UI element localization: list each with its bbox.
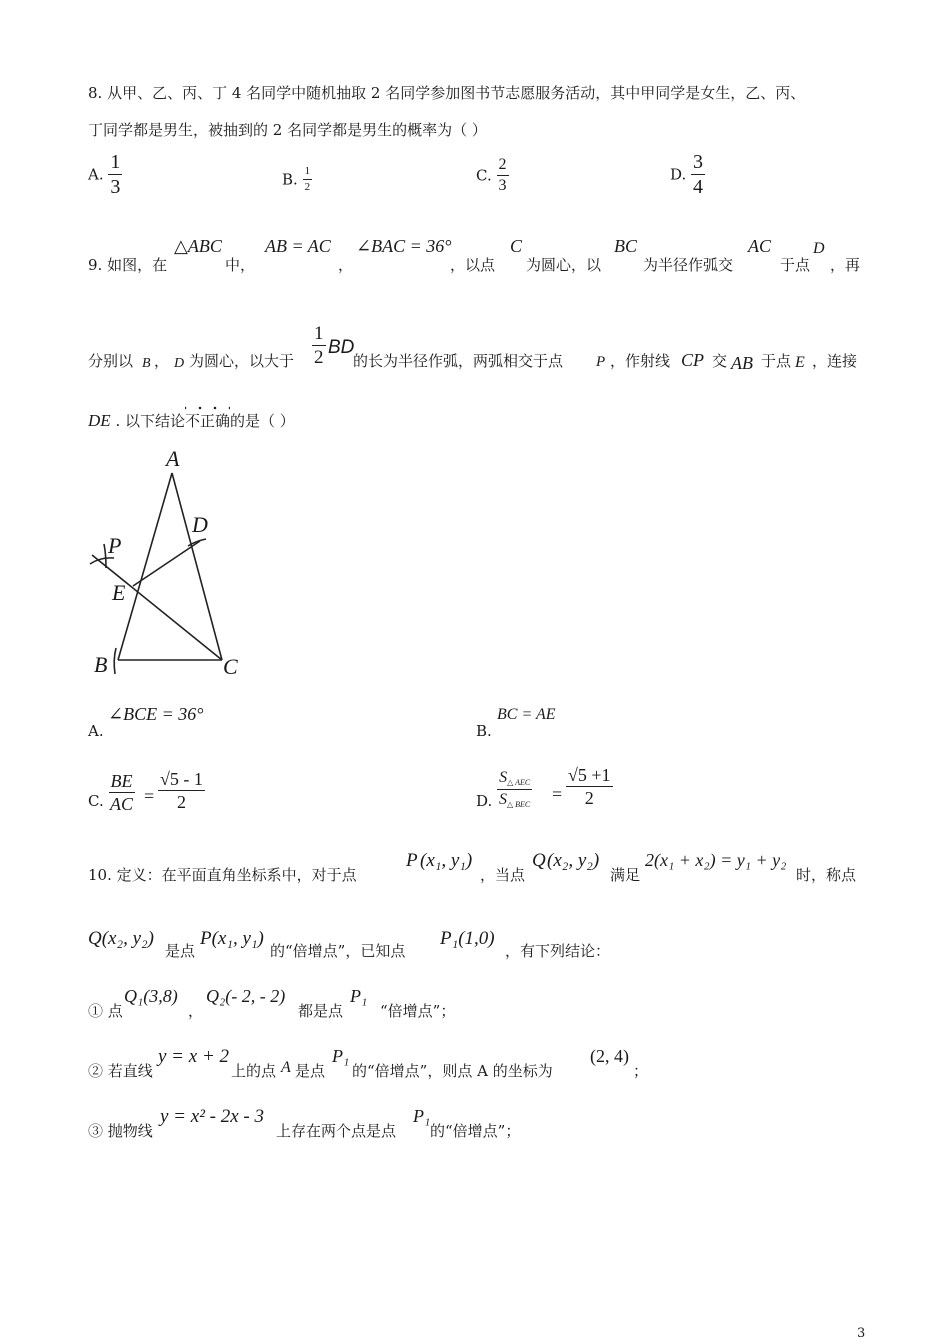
math-condition: 2(x₁ + x₂) = y₁ + y₂: [645, 850, 787, 870]
fraction: [497, 157, 509, 194]
math-p1: P₁: [332, 1046, 350, 1066]
text: ③ 抛物线: [88, 1122, 153, 1140]
equals-sign: =: [144, 786, 155, 806]
math-coordinate: (2, 4): [590, 1046, 629, 1066]
math-cp: CP: [681, 350, 705, 370]
math-p: P: [406, 850, 418, 871]
text: 都是点: [298, 1002, 344, 1020]
q10-line1: [88, 846, 868, 886]
math-q1: Q₁(3,8): [124, 986, 178, 1006]
fraction-root5-plus1-over-2: [566, 766, 613, 807]
q9-option-b: [476, 704, 736, 740]
q8-option-c: [476, 157, 509, 194]
fraction-numerator: BE: [110, 771, 133, 791]
fraction-numerator: 3: [693, 151, 704, 173]
text: 于点: [780, 256, 811, 274]
q10-line2: [88, 926, 868, 962]
text: . 以下结论: [115, 412, 185, 430]
q8-line2: 丁同学都是男生，被抽到的 2 名同学都是男生的概率为（ ）: [88, 121, 487, 139]
text: 为半径作弧交: [643, 256, 734, 274]
segment-ab: [118, 473, 172, 660]
fraction-denominator: 2: [176, 792, 186, 812]
area-symbol: S: [499, 769, 508, 786]
text: 交: [712, 352, 728, 370]
math-de: DE: [88, 411, 111, 430]
fraction-area-ratio: [497, 770, 532, 809]
fraction-denominator: 3: [498, 177, 507, 194]
fraction-numerator: 1: [314, 323, 324, 344]
text: 是点: [295, 1062, 326, 1080]
math-bd: BD: [328, 337, 355, 358]
fraction-numerator: 1: [303, 166, 313, 180]
fraction-root5-minus1-over-2: [158, 770, 205, 811]
math-b: B: [142, 356, 151, 371]
fraction-numerator: 1: [110, 151, 121, 173]
fraction-denominator: 2: [304, 181, 311, 193]
math-p1: P₁(1,0): [440, 928, 495, 949]
q10-statement-2: [88, 1046, 868, 1082]
text: 的“倍增点”；: [430, 1122, 521, 1140]
q10-statement-3: [88, 1106, 868, 1142]
math-p-coords: (x₁, y₁): [420, 850, 473, 871]
text: 为圆心，以: [526, 256, 602, 274]
math-ac: AC: [748, 236, 772, 256]
text: ，有下列结论：: [505, 942, 611, 960]
q9-option-c: [88, 768, 288, 828]
label-c: C: [223, 654, 238, 679]
math-angle-bce: ∠BCE = 36°: [108, 704, 204, 724]
text: 上的点: [231, 1062, 277, 1080]
math-p-coords: P(x₁, y₁): [200, 928, 264, 949]
fraction: [303, 166, 313, 193]
equals-sign: =: [552, 784, 563, 804]
math-p1: P₁: [413, 1106, 431, 1126]
fraction-denominator: [497, 790, 532, 809]
text: 时，称点: [796, 866, 857, 884]
text: ，: [188, 1002, 204, 1020]
text: ，再: [830, 256, 861, 274]
q8-line1: 8. 从甲、乙、丙、丁 4 名同学中随机抽取 2 名同学参加图书节志愿服务活动，其中甲同学是女生，乙、丙、: [88, 84, 806, 102]
text: ，以点: [450, 256, 496, 274]
text: ，作射线: [610, 352, 671, 370]
q9-option-a: [88, 704, 348, 740]
math-line-equation: y = x + 2: [158, 1046, 230, 1067]
math-ab-eq-ac: AB = AC: [265, 236, 331, 256]
q8-option-d: [670, 152, 705, 197]
math-p1: P₁: [350, 986, 368, 1006]
math-q-coords: (x₂, y₂): [547, 850, 600, 871]
segment-de: [133, 541, 200, 586]
area-symbol: S: [499, 791, 507, 808]
q8-option-b: [282, 166, 312, 193]
math-q2: Q₂(- 2, - 2): [206, 986, 286, 1006]
q8-option-a: [88, 152, 122, 197]
text: ① 点: [88, 1002, 123, 1020]
math-p: P: [596, 354, 606, 370]
q9-line2: [88, 322, 868, 372]
math-a: A: [281, 1059, 291, 1076]
label-e: E: [112, 580, 126, 605]
label-p: P: [108, 533, 122, 558]
option-label: A.: [88, 165, 104, 184]
math-parabola-equation: y = x² - 2x - 3: [160, 1106, 264, 1127]
q9-line1: [88, 236, 868, 276]
option-label: D.: [476, 792, 493, 810]
fraction-denominator: 4: [693, 176, 704, 198]
option-label: C.: [88, 792, 104, 810]
text: 分别以: [88, 352, 134, 370]
emphasis-dotted: [185, 406, 230, 430]
text: 是点: [165, 942, 196, 960]
math-q: Q: [532, 850, 546, 871]
text: 的“倍增点”，则点 A 的坐标为: [352, 1062, 553, 1080]
fraction-numerator: √5 - 1: [160, 769, 203, 789]
text: ；: [633, 1062, 649, 1080]
text: 于点: [761, 352, 792, 370]
text: 的是（ ）: [230, 412, 295, 430]
fraction-denominator: 3: [110, 176, 121, 198]
label-d: D: [192, 512, 208, 537]
q9-line3: [88, 410, 295, 431]
fraction-numerator: 2: [497, 157, 509, 176]
subscript: △ BEC: [507, 800, 531, 809]
text: ，: [338, 256, 354, 274]
label-a: A: [166, 446, 180, 471]
text: 10. 定义：在平面直角坐标系中，对于点: [88, 866, 357, 884]
fraction-denominator: 2: [314, 347, 324, 368]
option-label: C.: [476, 166, 492, 185]
fraction-numerator: √5 +1: [568, 765, 611, 785]
q10-statement-1: [88, 986, 868, 1022]
triangle-figure: [80, 440, 260, 685]
text: 满足: [610, 866, 641, 884]
math-triangle-abc: △ABC: [174, 236, 222, 256]
option-label: B.: [476, 722, 492, 740]
text: 的“倍增点”，已知点: [270, 942, 406, 960]
segment-ac: [172, 473, 222, 660]
text: 的长为半径作弧，两弧相交于点: [353, 352, 564, 370]
option-label: A.: [88, 722, 104, 740]
text: ，: [154, 352, 170, 370]
fraction-denominator: 2: [584, 788, 594, 808]
fraction: [691, 152, 705, 197]
emphasized-text: 不正确: [185, 406, 230, 430]
text: 上存在两个点是点: [276, 1122, 397, 1140]
text: 9. 如图，在: [88, 256, 168, 274]
option-label: D.: [670, 165, 687, 184]
math-d: D: [813, 240, 825, 257]
page-number: 3: [857, 1326, 866, 1341]
text: ，当点: [480, 866, 526, 884]
fraction-denominator: AC: [110, 794, 134, 814]
math-q-coords: Q(x₂, y₂): [88, 928, 154, 949]
math-d: D: [174, 356, 185, 371]
math-c: C: [510, 236, 523, 256]
fraction-numerator: [497, 770, 532, 790]
text: 中，: [225, 256, 256, 274]
option-label: B.: [282, 170, 298, 189]
fraction: [108, 152, 122, 197]
math-e: E: [795, 354, 805, 371]
fraction-one-half: [312, 324, 326, 367]
text: “倍增点”；: [380, 1002, 456, 1020]
text: 为圆心，以大于: [189, 352, 295, 370]
math-bc-eq-ae: BC = AE: [497, 706, 556, 723]
math-ab: AB: [731, 353, 753, 373]
text: ，连接: [812, 352, 858, 370]
text: ② 若直线: [88, 1062, 153, 1080]
q9-option-d: [476, 764, 696, 828]
arc-at-b: [114, 648, 116, 674]
subscript: △ AEC: [507, 778, 531, 787]
math-angle-bac: ∠BAC = 36°: [356, 236, 452, 256]
fraction-be-ac: [108, 772, 135, 813]
math-bc: BC: [614, 236, 638, 256]
label-b: B: [94, 652, 108, 677]
